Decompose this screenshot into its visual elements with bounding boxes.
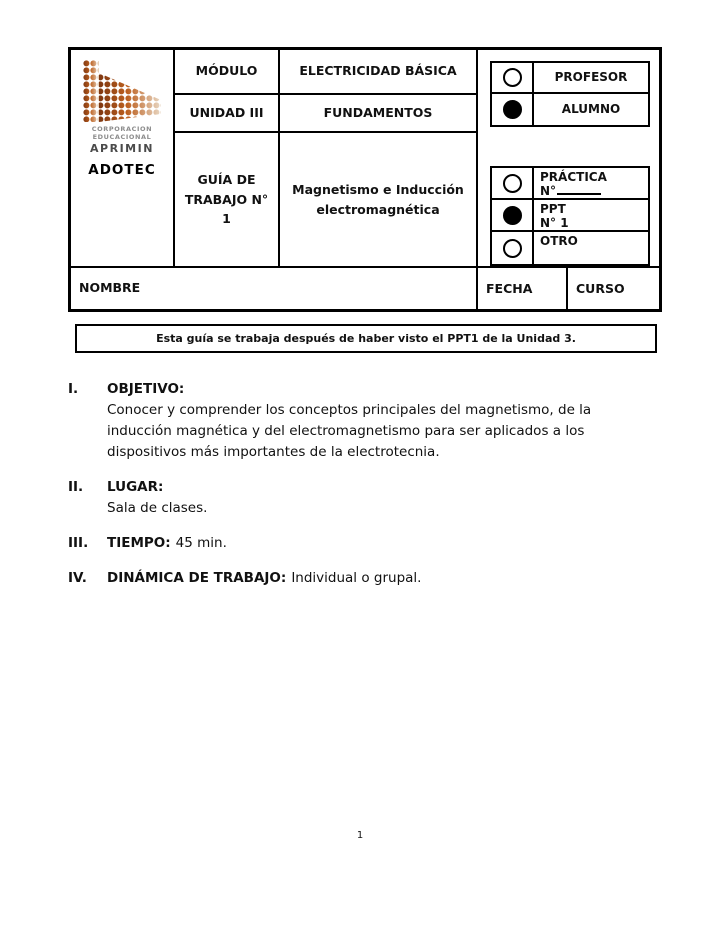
practica-radio-cell	[492, 168, 534, 198]
section-numeral: II.	[68, 479, 84, 495]
section-dinamica	[68, 568, 646, 589]
logo-cell	[71, 50, 175, 268]
section-content	[107, 477, 646, 519]
section-title: LUGAR:	[107, 479, 164, 495]
otro-radio-cell	[492, 232, 534, 264]
role-table	[490, 61, 650, 127]
nombre-field-cell[interactable]: NOMBRE	[71, 268, 478, 309]
section-numeral: III.	[68, 535, 89, 551]
checkbox-panel	[478, 50, 659, 268]
section-body: Sala de clases.	[107, 500, 208, 516]
otro-label	[534, 232, 648, 264]
practica-label-line1: PRÁCTICA	[540, 170, 607, 184]
section-inline-text: 45 min.	[175, 535, 227, 551]
section-content	[107, 379, 646, 463]
aprimin-logo	[83, 60, 161, 181]
material-row-otro	[492, 232, 648, 264]
ppt-label-line1: PPT	[540, 202, 566, 216]
ppt-label-line2: N° 1	[540, 216, 569, 230]
curso-field-cell[interactable]: CURSO	[576, 281, 625, 296]
alumno-radio-cell	[492, 94, 534, 125]
guia-label-cell: GUÍA DE TRABAJO N° 1	[175, 133, 280, 268]
logo-text-educacional: EDUCACIONAL	[92, 133, 152, 141]
fecha-curso-cells	[478, 268, 659, 309]
logo-text-adotec: ADOTEC	[88, 162, 156, 178]
ppt-radio[interactable]	[503, 206, 522, 225]
practica-radio[interactable]	[503, 174, 522, 193]
practica-number-blank[interactable]	[557, 184, 601, 195]
unidad-label-cell: UNIDAD III	[175, 95, 280, 133]
ppt-label	[534, 200, 648, 230]
section-title: OBJETIVO:	[107, 381, 185, 397]
section-title: TIEMPO:	[107, 535, 171, 551]
profesor-radio[interactable]	[503, 68, 522, 87]
guia-title-cell: Magnetismo e Inducción electromagnética	[280, 133, 478, 268]
section-lugar	[68, 477, 646, 519]
logo-text-aprimin: APRIMIN	[90, 142, 154, 155]
fecha-field-cell[interactable]: FECHA	[478, 268, 568, 309]
body-sections	[68, 379, 646, 603]
section-numeral: I.	[68, 381, 79, 397]
section-numeral: IV.	[68, 570, 87, 586]
role-row-profesor	[492, 63, 648, 94]
page-number: 1	[356, 830, 364, 841]
section-body: Conocer y comprender los conceptos principales del magnetismo, de la inducción magnética y del electromagnetismo para ser aplicados a los dispositivos más importantes de la electrotecnia.	[107, 402, 592, 460]
section-objetivo	[68, 379, 646, 463]
alumno-radio[interactable]	[503, 100, 522, 119]
section-content	[107, 568, 646, 589]
section-tiempo	[68, 533, 646, 554]
alumno-label: ALUMNO	[561, 101, 621, 116]
material-row-ppt	[492, 200, 648, 232]
profesor-radio-cell	[492, 63, 534, 92]
otro-label-line1: OTRO	[540, 234, 578, 248]
header-table	[68, 47, 662, 312]
unidad-value-cell: FUNDAMENTOS	[280, 95, 478, 133]
material-row-practica	[492, 168, 648, 200]
notice-banner: Esta guía se trabaja después de haber visto el PPT1 de la Unidad 3.	[75, 324, 657, 353]
profesor-label: PROFESOR	[554, 69, 628, 84]
material-table	[490, 166, 650, 266]
logo-text-corporacion: CORPORACION	[91, 125, 153, 133]
practica-number-prefix: N°	[540, 184, 557, 198]
section-title: DINÁMICA DE TRABAJO:	[107, 570, 287, 586]
role-row-alumno	[492, 94, 648, 125]
modulo-label-cell: MÓDULO	[175, 50, 280, 95]
modulo-value-cell: ELECTRICIDAD BÁSICA	[280, 50, 478, 95]
practica-label-line2	[540, 184, 601, 198]
ppt-radio-cell	[492, 200, 534, 230]
section-content	[107, 533, 646, 554]
practica-label	[534, 168, 648, 198]
section-inline-text: Individual o grupal.	[291, 570, 422, 586]
aprimin-logo-mark	[83, 60, 161, 122]
otro-radio[interactable]	[503, 239, 522, 258]
